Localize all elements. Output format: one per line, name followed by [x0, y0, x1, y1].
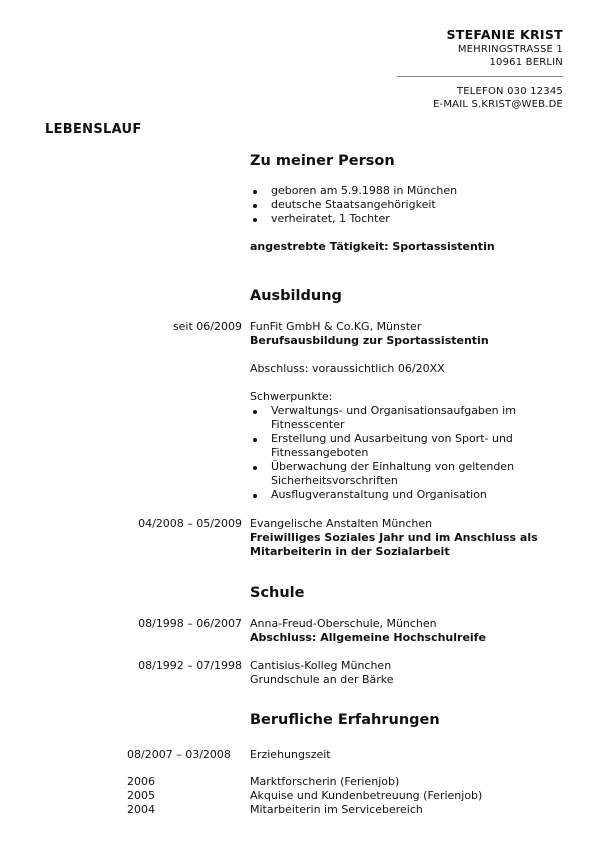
entry-date: 2004 [127, 803, 155, 816]
entry-detail: Grundschule an der Bärke [250, 673, 394, 686]
experience-text: Mitarbeiterin im Servicebereich [250, 803, 423, 816]
entry-date: seit 06/2009 [172, 320, 242, 333]
experience-text: Marktforscherin (Ferienjob) [250, 775, 400, 788]
entry-organization: Evangelische Anstalten München [250, 517, 433, 530]
focus-list [250, 404, 540, 502]
entry-completion: Abschluss: voraussichtlich 06/20XX [250, 362, 445, 375]
entry-date: 08/1998 – 06/2007 [138, 617, 242, 630]
list-item: Ausflugveranstaltung und Organisation [250, 488, 540, 502]
city-address: 10961 BERLIN [489, 57, 563, 68]
section-title-person: Zu meiner Person [250, 153, 395, 169]
entry-role: Berufsausbildung zur Sportassistentin [250, 334, 489, 347]
section-title-erfahrungen: Berufliche Erfahrungen [250, 712, 440, 728]
entry-date: 04/2008 – 05/2009 [138, 517, 242, 530]
phone-number: TELEFON 030 12345 [456, 86, 563, 97]
list-item: Verwaltungs- und Organisationsaufgaben im Fitnesscenter [250, 404, 540, 432]
email-address: E-MAIL S.KRIST@WEB.DE [433, 99, 563, 110]
schule-entry [250, 617, 570, 645]
person-block [250, 184, 570, 254]
person-list [250, 184, 570, 226]
entry-organization: Cantisius-Kolleg München [250, 659, 392, 672]
focus-label: Schwerpunkte: [250, 390, 333, 403]
entry-date: 08/1992 – 07/1998 [138, 659, 242, 672]
target-position: angestrebte Tätigkeit: Sportassistentin [250, 240, 495, 253]
entry-date: 08/2007 – 03/2008 [127, 748, 231, 761]
experience-text: Erziehungszeit [250, 748, 331, 761]
section-title-ausbildung: Ausbildung [250, 288, 342, 304]
list-item: Erstellung und Ausarbeitung von Sport- und Fitnessangeboten [250, 432, 540, 460]
applicant-name: STEFANIE KRIST [446, 27, 563, 42]
document-title: LEBENSLAUF [45, 122, 142, 137]
entry-date: 2005 [127, 789, 155, 802]
address-header [397, 28, 563, 111]
ausbildung-entry [250, 320, 570, 502]
header-divider [397, 76, 563, 77]
experience-text: Akquise und Kundenbetreuung (Ferienjob) [250, 789, 483, 802]
schule-entry [250, 659, 570, 687]
street-address: MEHRINGSTRASSE 1 [457, 44, 563, 55]
section-title-schule: Schule [250, 585, 305, 601]
entry-date: 2006 [127, 775, 155, 788]
entry-role: Freiwilliges Soziales Jahr und im Anschluss als Mitarbeiterin in der Sozialarbeit [250, 531, 538, 558]
list-item: Überwachung der Einhaltung von geltenden Sicherheitsvorschriften [250, 460, 540, 488]
ausbildung-entry [250, 517, 570, 559]
entry-organization: Anna-Freud-Oberschule, München [250, 617, 437, 630]
list-item: deutsche Staatsangehörigkeit [250, 198, 570, 212]
entry-organization: FunFit GmbH & Co.KG, Münster [250, 320, 422, 333]
list-item: geboren am 5.9.1988 in München [250, 184, 570, 198]
list-item: verheiratet, 1 Tochter [250, 212, 570, 226]
entry-detail: Abschluss: Allgemeine Hochschulreife [250, 631, 486, 644]
